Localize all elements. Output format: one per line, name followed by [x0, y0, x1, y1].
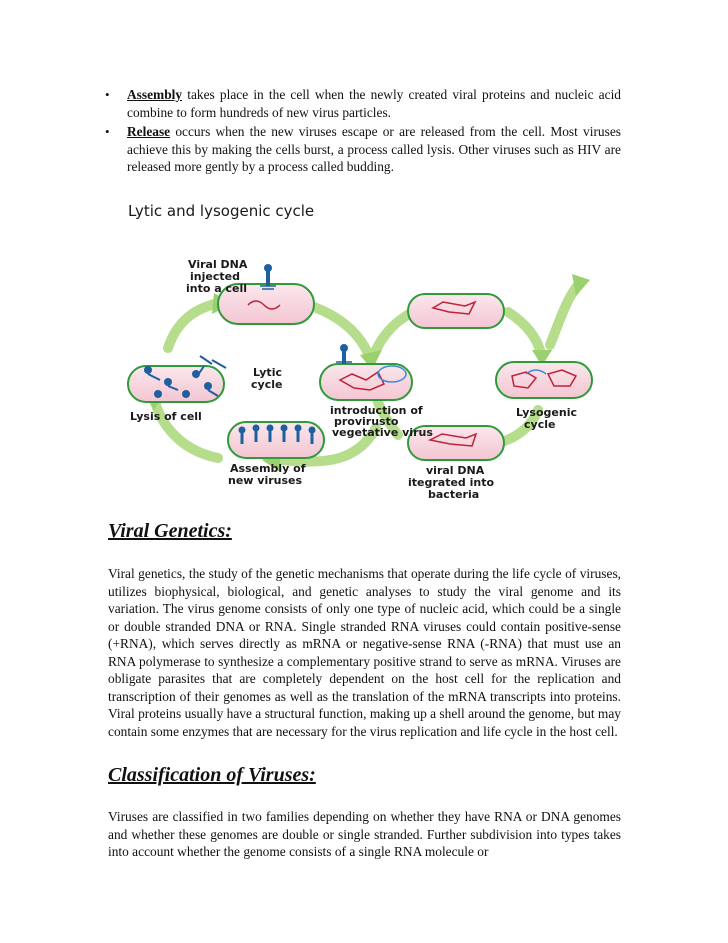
diagram-title: Lytic and lysogenic cycle: [128, 202, 315, 220]
label-integrated-3: bacteria: [428, 488, 480, 500]
label-intro-2: provirusto: [334, 415, 399, 428]
heading-viral-genetics: Viral Genetics:: [108, 520, 232, 542]
paragraph-classification: Viruses are classified in two families depending on whether they have RNA or DNA genomes and whether these genomes are double or single stranded. Further subdivision into types takes into account whether the genome consists of a single RNA molecule or: [108, 809, 621, 859]
heading-classification: Classification of Viruses:: [108, 764, 316, 786]
label-assembly-1: Assembly of: [230, 462, 306, 475]
virus-injecting-icon: [260, 264, 276, 289]
label-intro-3: vegetative virus: [332, 426, 433, 439]
process-bullet-list: [127, 86, 621, 176]
label-integrated-2: itegrated into: [408, 476, 495, 489]
bullet-assembly-text: takes place in the cell when the newly created viral proteins and nucleic acid combine to form hundreds of new virus particles.: [127, 87, 621, 120]
paragraph-viral-genetics: Viral genetics, the study of the genetic mechanisms that operate during the life cycle of viruses, utilizes biophysical, biological, and genetic analyses to study the viral genome and its variation. The virus genome consists of only one type of nucleic acid, which could be a single or double stranded DNA or RNA. Single stranded RNA viruses could contain positive-sense (+RNA), which serves directly as mRNA or negative-sense RNA (-RNA) that must use an RNA polymerase to synthesize a complementary positive strand to serve as mRNA. Viruses are obligate parasites that are completely dependent on the host cell for the replication and transcription of their genomes as well as the translation of the mRNA transcripts into proteins. Viral proteins usually have a structural function, making up a shell around the genome, but may contain some enzymes that are necessary for the virus replication and life cycle in the host cell.: [108, 566, 621, 739]
label-injected-1: Viral DNA: [188, 258, 248, 271]
label-lysogenic-2: cycle: [524, 418, 556, 431]
term-release: Release: [127, 124, 171, 140]
label-assembly-2: new viruses: [228, 474, 303, 487]
bullet-release-text: occurs when the new viruses escape or are released from the cell. Most viruses achieve this by making the cells burst, a process called lysis. Other viruses such as HIV are released more gently by a process called budding.: [127, 124, 621, 175]
label-lytic-2: cycle: [251, 378, 283, 391]
bullet-release: [127, 123, 621, 176]
cell-lysis: [128, 356, 226, 402]
cell-lysogenic: [496, 362, 592, 398]
label-injected-2: injected: [190, 270, 240, 283]
lytic-lysogenic-diagram: [108, 190, 628, 500]
term-assembly: Assembly: [127, 87, 183, 102]
label-lysis: Lysis of cell: [130, 410, 202, 423]
cell-top-right: [408, 294, 504, 328]
label-integrated-1: viral DNA: [426, 464, 485, 477]
cell-assembly: [228, 422, 324, 458]
label-lytic-1: Lytic: [253, 366, 282, 379]
label-lysogenic-1: Lysogenic: [516, 406, 577, 419]
label-intro-1: introduction of: [330, 404, 423, 417]
label-injected-3: into a cell: [186, 282, 248, 295]
bullet-assembly: [127, 86, 621, 121]
